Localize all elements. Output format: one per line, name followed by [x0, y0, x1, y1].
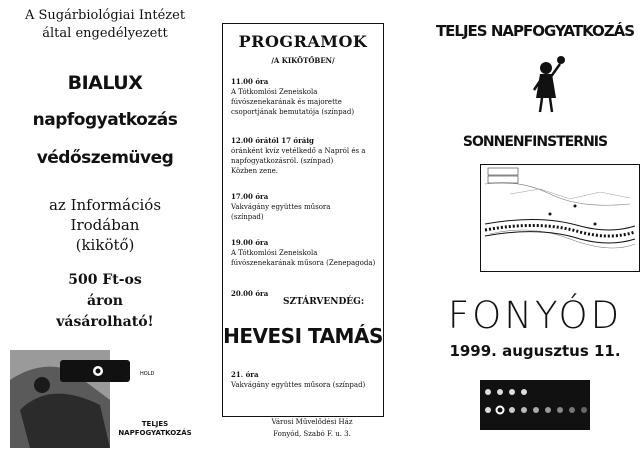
event-time: 21. óra: [231, 370, 259, 379]
event-text: óránként kvíz vetélkedő a Napról és a: [231, 147, 366, 155]
event-3: [231, 192, 381, 222]
event-text: napfogyatkozásról. (színpad): [231, 157, 334, 165]
star-time: 20.00 óra: [231, 289, 269, 298]
event-text: csoportjának bemutatója (színpad): [231, 108, 355, 116]
info-line-3: (kikötő): [75, 236, 135, 254]
right-panel: [430, 0, 640, 450]
eclipse-phases-image: [480, 380, 590, 430]
product-brand: BIALUX: [67, 72, 143, 94]
town-name: FONYÓD: [447, 294, 623, 337]
event-2: [231, 136, 381, 176]
star-guest-label: SZTÁRVENDÉG:: [283, 297, 365, 307]
event-time: 17.00 óra: [231, 192, 269, 201]
svg-text:HOLD: HOLD: [140, 371, 155, 377]
program-subtitle: /A KIKÖTŐBEN/: [271, 56, 335, 65]
event-5: [231, 370, 381, 390]
event-date: 1999. augusztus 11.: [449, 342, 621, 360]
sonnenfinsternis-heading: SONNENFINSTERNIS: [462, 134, 608, 150]
event-text: A Tótkomlósi Zeneiskola: [231, 249, 318, 257]
event-text: A Tótkomlósi Zeneiskola: [231, 88, 318, 96]
star-guest-name: HEVESI TAMÁS: [223, 324, 383, 348]
venue-address: Fonyód, Szabó F. u. 3.: [273, 430, 351, 438]
eclipse-path-map: [480, 164, 640, 272]
event-time: 12.00 órától 17 óráig: [231, 136, 314, 145]
event-time: 11.00 óra: [231, 77, 269, 86]
institute-line: A Sugárbiológiai Intézet: [24, 8, 186, 23]
photo-caption-2: NAPFOGYATKOZÁS: [118, 429, 192, 437]
event-text: fúvószenekarának műsora (Zenepagoda): [231, 259, 376, 267]
photo-caption-1: TELJES: [141, 420, 169, 428]
event-4: [231, 238, 381, 268]
event-text: fúvószenekarának és majorette: [231, 98, 342, 106]
eclipse-heading: TELJES NAPFOGYATKOZÁS: [435, 22, 635, 40]
info-line-2: Irodában: [70, 216, 140, 234]
event-text: (színpad): [231, 213, 264, 221]
child-with-sun-icon: [530, 54, 566, 114]
venue-name: Városi Művelődési Ház: [271, 418, 353, 426]
event-1: [231, 77, 381, 117]
event-text: Vakvágány együttes műsora: [231, 203, 331, 211]
program-title: PROGRAMOK: [238, 32, 368, 51]
product-name-1: napfogyatkozás: [32, 110, 178, 130]
left-panel: [0, 0, 210, 450]
program-panel: [210, 0, 430, 450]
product-name-2: védőszemüveg: [36, 148, 174, 168]
program-box: [222, 23, 384, 417]
price-line-1: 500 Ft-os: [68, 272, 142, 288]
event-time: 19.00 óra: [231, 238, 269, 247]
event-text: Vakvágány együttes műsora (színpad): [231, 381, 366, 389]
price-line-2: áron: [87, 293, 123, 309]
price-line-3: vásárolható!: [56, 314, 154, 330]
info-line-1: az Információs: [48, 196, 162, 214]
event-text: Közben zene.: [231, 167, 279, 175]
approved-line: által engedélyezett: [42, 26, 168, 41]
